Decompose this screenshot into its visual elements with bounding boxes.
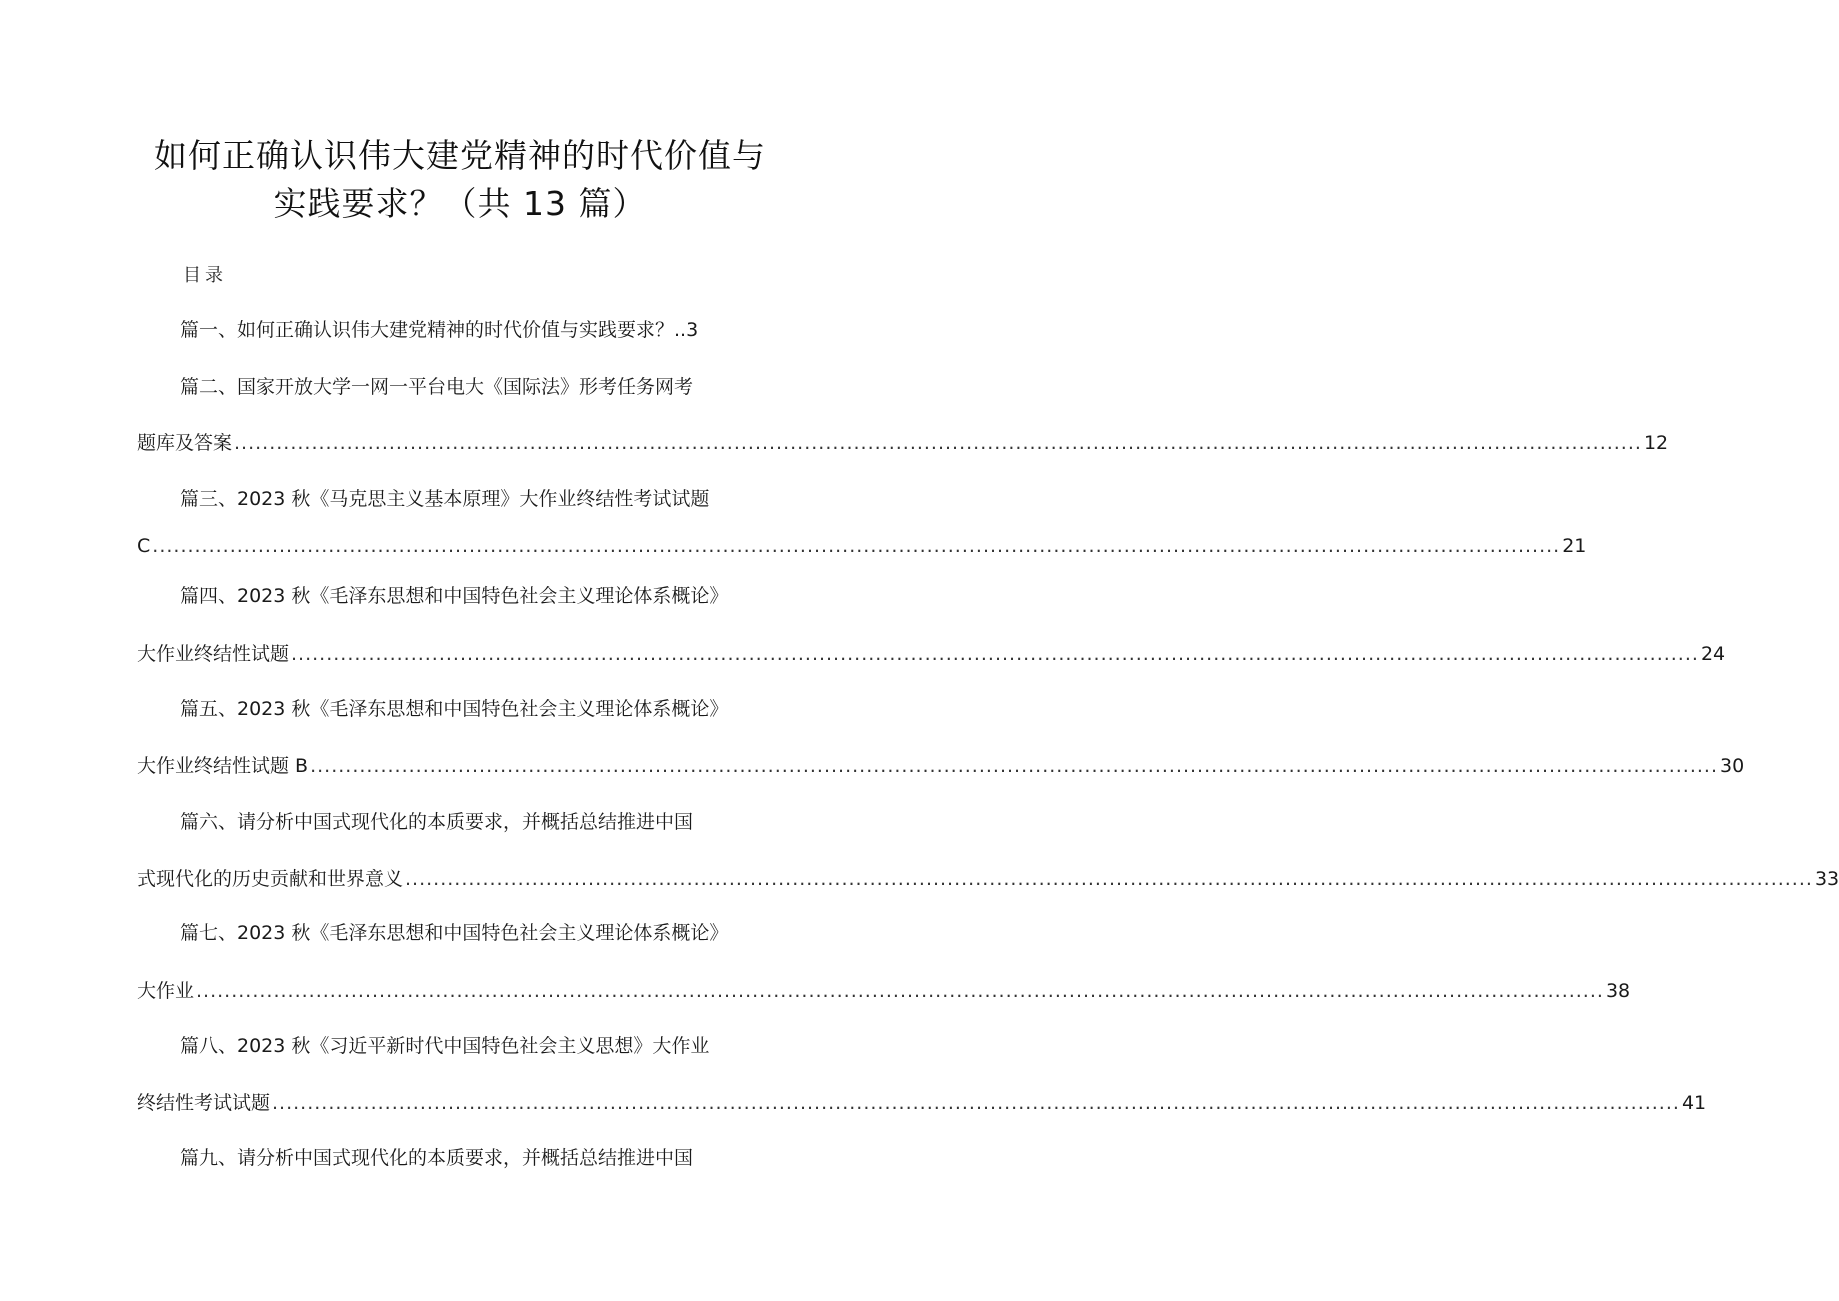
- toc-entry-9[interactable]: 篇九、请分析中国式现代化的本质要求，并概括总结推进中国: [180, 1147, 694, 1169]
- toc-page-number: 41: [1681, 1092, 1707, 1114]
- toc-page-number: 33: [1814, 868, 1839, 890]
- dot-leader: ........................................................................................................................................................................................................: [405, 868, 1813, 890]
- dot-leader: ........................................................................................................................................................................................................: [152, 535, 1561, 557]
- toc-page-number: 21: [1562, 535, 1587, 557]
- toc-entry-8[interactable]: 篇八、2023 秋《习近平新时代中国特色社会主义思想》大作业: [180, 1035, 710, 1057]
- toc-entry-7-continuation[interactable]: [137, 976, 1631, 1006]
- document-title-line-1: 如何正确认识伟大建党精神的时代价值与: [154, 136, 766, 175]
- toc-entry-2[interactable]: 篇二、国家开放大学一网一平台电大《国际法》形考任务网考: [180, 376, 694, 398]
- toc-entry-5[interactable]: 篇五、2023 秋《毛泽东思想和中国特色社会主义理论体系概论》: [180, 698, 729, 720]
- toc-entry-text: 大作业终结性试题 B: [137, 755, 309, 777]
- dot-leader: ........................................................................................................................................................................................................: [291, 643, 1699, 665]
- toc-entry-5-continuation[interactable]: [137, 751, 1745, 781]
- toc-page-number: 30: [1720, 755, 1745, 777]
- toc-entry-text: C: [137, 535, 151, 557]
- toc-page-number: 38: [1605, 980, 1631, 1002]
- dot-leader: ........................................................................................................................................................................................................: [196, 980, 1604, 1002]
- dot-leader: ........................................................................................................................................................................................................: [272, 1092, 1680, 1114]
- toc-entry-7[interactable]: 篇七、2023 秋《毛泽东思想和中国特色社会主义理论体系概论》: [180, 922, 729, 944]
- toc-entry-3[interactable]: 篇三、2023 秋《马克思主义基本原理》大作业终结性考试试题: [180, 488, 710, 510]
- toc-entry-6[interactable]: 篇六、请分析中国式现代化的本质要求，并概括总结推进中国: [180, 811, 694, 833]
- toc-page-number: 12: [1643, 432, 1669, 454]
- toc-entry-text: 题库及答案: [137, 432, 233, 454]
- toc-entry-6-continuation[interactable]: [137, 864, 1839, 894]
- dot-leader: ........................................................................................................................................................................................................: [234, 432, 1642, 454]
- toc-entry-text: 大作业终结性试题: [137, 643, 290, 665]
- toc-entry-4-continuation[interactable]: [137, 639, 1726, 669]
- toc-entry-text: 大作业: [137, 980, 195, 1002]
- toc-entry-text: 式现代化的历史贡献和世界意义: [137, 868, 404, 890]
- toc-entry-4[interactable]: 篇四、2023 秋《毛泽东思想和中国特色社会主义理论体系概论》: [180, 585, 729, 607]
- toc-heading: 目录: [183, 265, 227, 286]
- toc-entry-2-continuation[interactable]: [137, 428, 1669, 458]
- toc-entry-text: 终结性考试试题: [137, 1092, 271, 1114]
- toc-entry-8-continuation[interactable]: [137, 1088, 1707, 1118]
- toc-entry-1[interactable]: 篇一、如何正确认识伟大建党精神的时代价值与实践要求？..3: [180, 319, 699, 341]
- dot-leader: ........................................................................................................................................................................................................: [310, 755, 1718, 777]
- toc-page-number: 24: [1700, 643, 1726, 665]
- document-title-line-2: 实践要求？（共 13 篇）: [273, 184, 647, 223]
- toc-entry-3-continuation[interactable]: [137, 531, 1587, 561]
